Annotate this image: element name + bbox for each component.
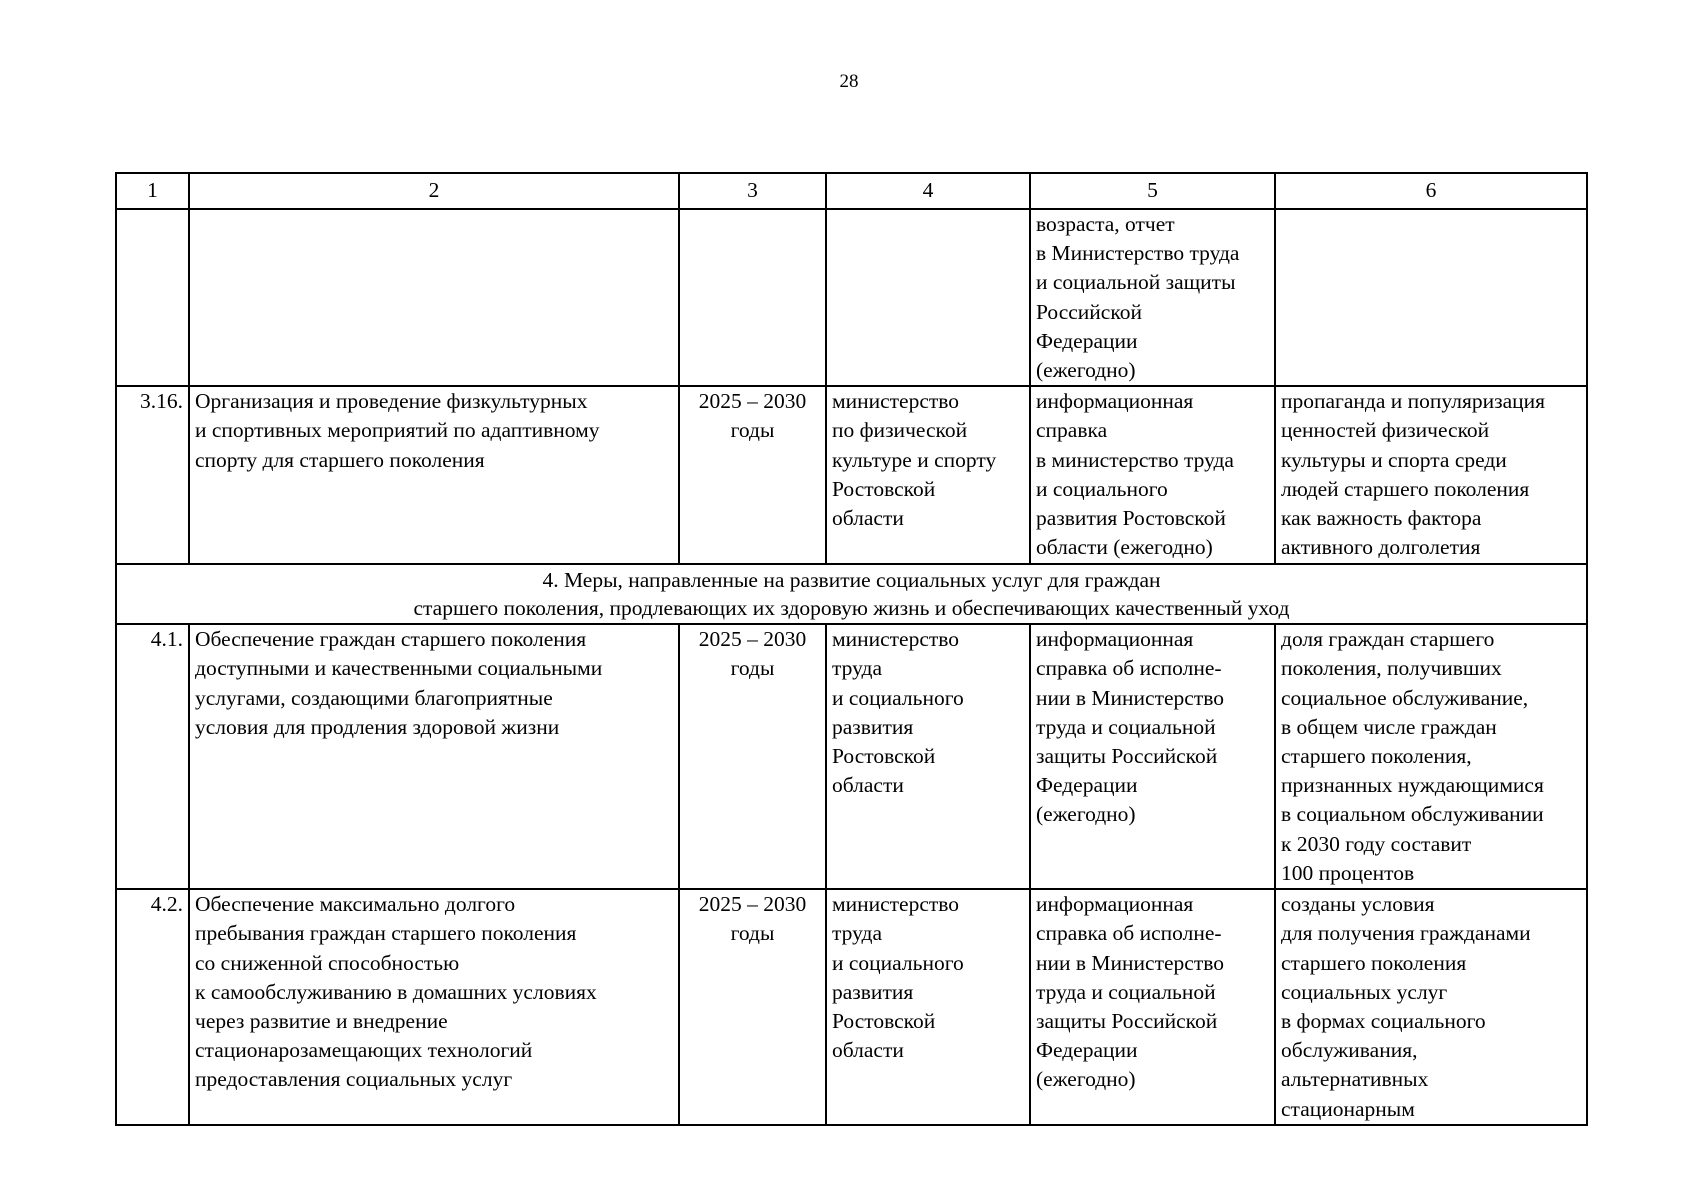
- report-cell: информационная справка в министерство труда и социального развития Ростовской области (ежегодно): [1030, 386, 1275, 564]
- row-number: [116, 209, 189, 386]
- row-number: 4.2.: [116, 889, 189, 1125]
- report-cell: возраста, отчет в Министерство труда и социальной защиты Российской Федерации (ежегодно): [1030, 209, 1275, 386]
- header-cell: 2: [189, 173, 679, 209]
- period-cell: 2025 – 2030 годы: [679, 386, 826, 564]
- table-row: [116, 209, 1587, 386]
- measures-table: [115, 172, 1588, 1126]
- row-number: 3.16.: [116, 386, 189, 564]
- responsible-cell: министерство труда и социального развития Ростовской области: [826, 889, 1030, 1125]
- section-heading: [116, 564, 1587, 624]
- result-cell: созданы условия для получения гражданами старшего поколения социальных услуг в формах социального обслуживания, альтернативных стационарным: [1275, 889, 1587, 1125]
- result-cell: доля граждан старшего поколения, получивших социальное обслуживание, в общем числе граждан старшего поколения, признанных нуждающимися в социальном обслуживании к 2030 году составит 100 процентов: [1275, 624, 1587, 889]
- table-row: [116, 624, 1587, 889]
- header-cell: 1: [116, 173, 189, 209]
- responsible-cell: [826, 209, 1030, 386]
- header-cell: 3: [679, 173, 826, 209]
- section-heading-line: старшего поколения, продлевающих их здоровую жизнь и обеспечивающих качественный уход: [413, 596, 1290, 621]
- row-number: 4.1.: [116, 624, 189, 889]
- table-row: [116, 889, 1587, 1125]
- section-heading-row: [116, 564, 1587, 624]
- measure-cell: [189, 209, 679, 386]
- responsible-cell: министерство труда и социального развития Ростовской области: [826, 624, 1030, 889]
- section-heading-line: 4. Меры, направленные на развитие социальных услуг для граждан: [542, 568, 1161, 593]
- table-row: [116, 386, 1587, 564]
- page-number: 28: [839, 71, 859, 92]
- measure-cell: Обеспечение граждан старшего поколения доступными и качественными социальными услугами, создающими благоприятные условия для продления здоровой жизни: [189, 624, 679, 889]
- measure-cell: Обеспечение максимально долгого пребывания граждан старшего поколения со сниженной способностью к самообслуживанию в домашних условиях через развитие и внедрение стационарозамещающих технологий предоставления социальных услуг: [189, 889, 679, 1125]
- responsible-cell: министерство по физической культуре и спорту Ростовской области: [826, 386, 1030, 564]
- header-cell: 4: [826, 173, 1030, 209]
- period-cell: 2025 – 2030 годы: [679, 889, 826, 1125]
- report-cell: информационная справка об исполне- нии в Министерство труда и социальной защиты Российской Федерации (ежегодно): [1030, 624, 1275, 889]
- measure-cell: Организация и проведение физкультурных и спортивных мероприятий по адаптивному спорту для старшего поколения: [189, 386, 679, 564]
- table-header-row: [116, 173, 1587, 209]
- result-cell: пропаганда и популяризация ценностей физической культуры и спорта среди людей старшего поколения как важность фактора активного долголетия: [1275, 386, 1587, 564]
- period-cell: [679, 209, 826, 386]
- header-cell: 5: [1030, 173, 1275, 209]
- header-cell: 6: [1275, 173, 1587, 209]
- report-cell: информационная справка об исполне- нии в Министерство труда и социальной защиты Российской Федерации (ежегодно): [1030, 889, 1275, 1125]
- period-cell: 2025 – 2030 годы: [679, 624, 826, 889]
- result-cell: [1275, 209, 1587, 386]
